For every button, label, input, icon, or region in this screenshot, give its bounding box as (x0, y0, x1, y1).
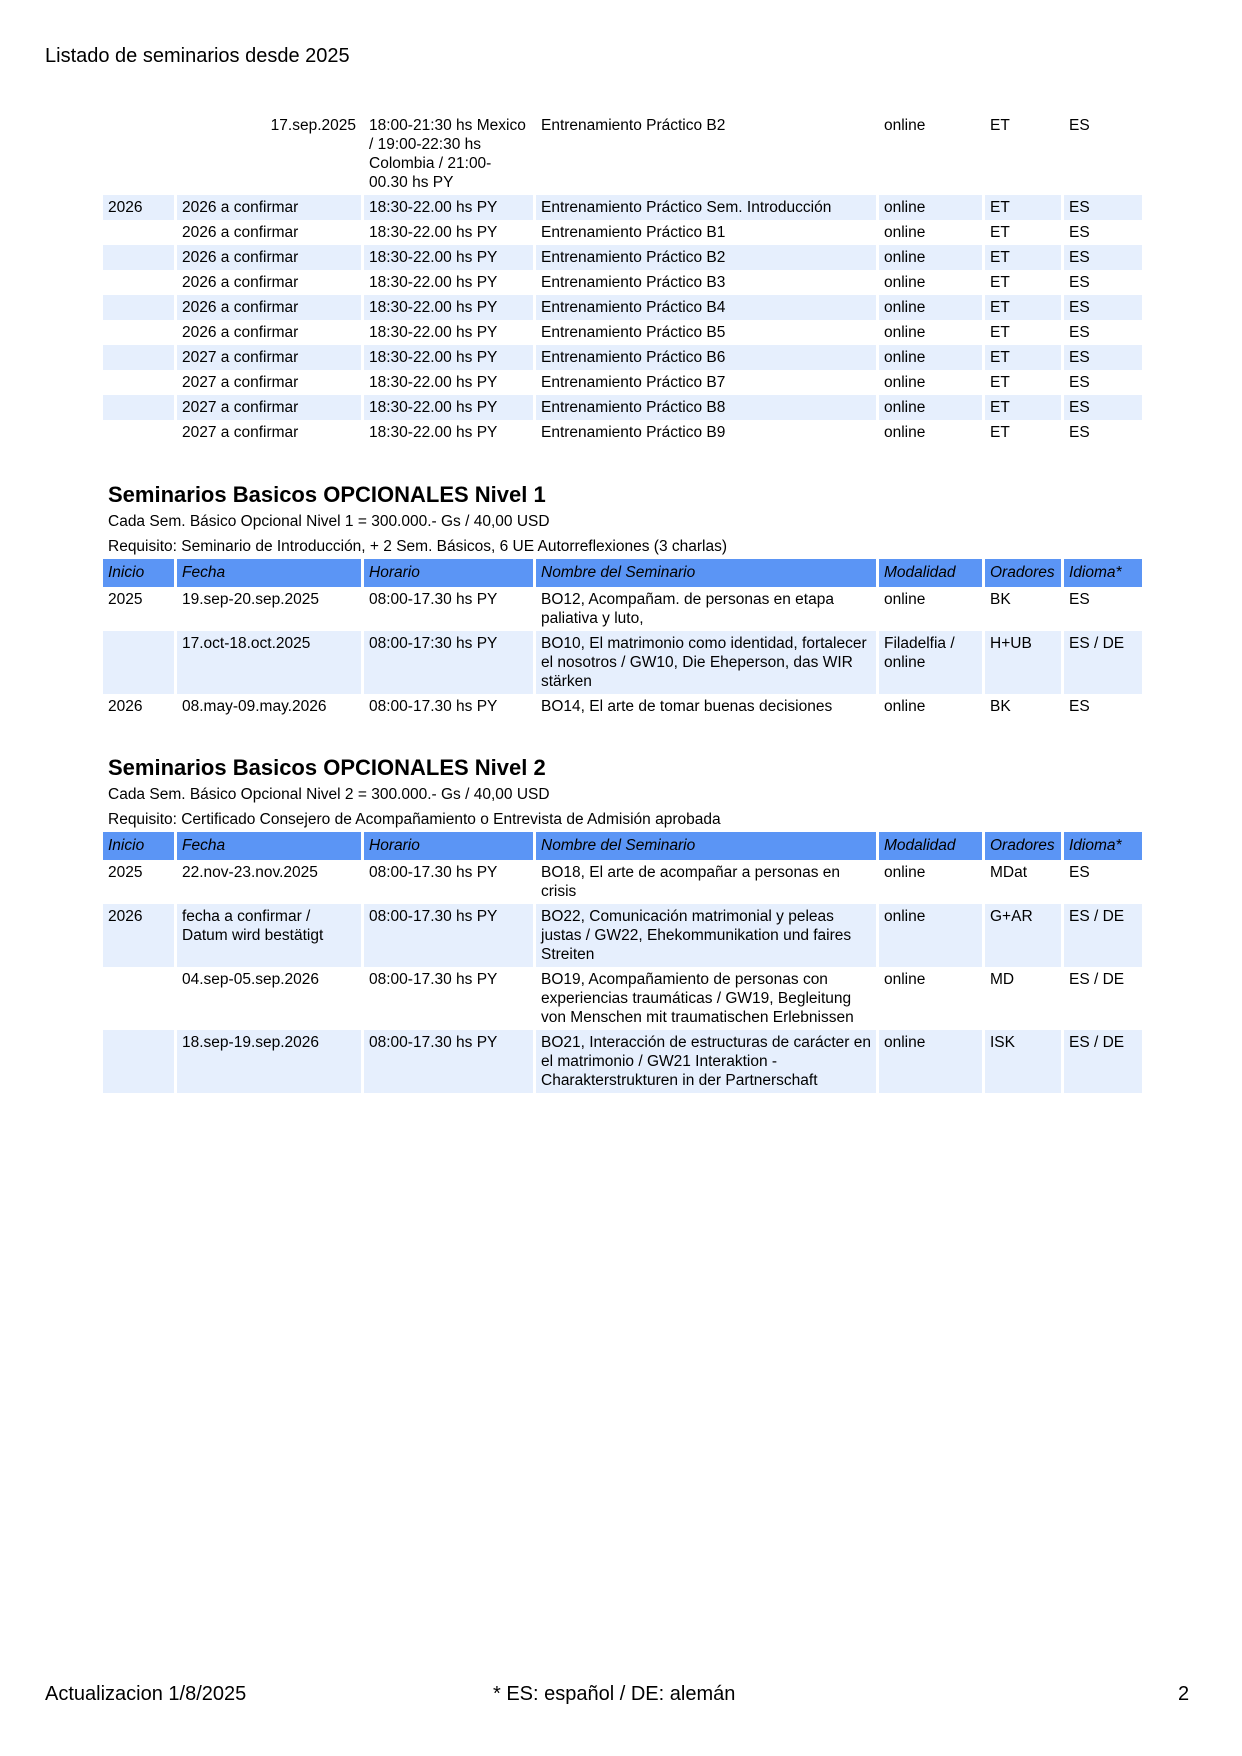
cell-fecha: 2026 a confirmar (177, 245, 361, 270)
cell-inicio (103, 345, 174, 370)
table-row (103, 220, 1142, 245)
cell-modalidad: online (879, 295, 982, 320)
cell-nombre: BO19, Acompañamiento de personas con experiencias traumáticas / GW19, Begleitung von Menschen mit traumatischen Erlebnissen (541, 971, 854, 1026)
cell-nombre: Entrenamiento Práctico B5 (541, 324, 726, 341)
cell-horario: 18:00-21:30 hs Mexico / 19:00-22:30 hs Colombia / 21:00-00.30 hs PY (369, 117, 526, 191)
column-header-horario: Horario (364, 832, 533, 860)
column-header-fecha: Fecha (177, 559, 361, 587)
section-title: Seminarios Basicos OPCIONALES Nivel 2 (108, 755, 546, 780)
cell-fecha: fecha a confirmar / Datum wird bestätigt (177, 904, 361, 967)
table-row (103, 113, 1142, 195)
cell-horario: 08:00-17.30 hs PY (369, 698, 498, 715)
cell-inicio (103, 270, 174, 295)
cell-modalidad: online (879, 904, 982, 967)
column-header-horario: Horario (364, 559, 533, 587)
cell-oradores: ET (985, 245, 1061, 270)
table-row (103, 904, 1142, 967)
cell-inicio (103, 420, 174, 445)
cell-fecha: 2027 a confirmar (177, 395, 361, 420)
cell-oradores: H+UB (985, 631, 1061, 694)
table-row (103, 420, 1142, 445)
cell-horario: 18:30-22.00 hs PY (364, 295, 533, 320)
cell-modalidad: online (884, 971, 926, 988)
cell-idioma: ES (1069, 274, 1090, 291)
cell-horario: 18:30-22.00 hs PY (364, 345, 533, 370)
cell-fecha: 2027 a confirmar (177, 345, 361, 370)
cell-idioma: ES (1069, 424, 1090, 441)
column-header-nombre: Nombre del Seminario (536, 559, 876, 587)
cell-horario: 18:30-22.00 hs PY (369, 374, 498, 391)
column-header-idioma: Idioma* (1064, 559, 1142, 587)
cell-idioma: ES (1069, 117, 1090, 134)
cell-inicio: 2026 (108, 698, 143, 715)
cell-oradores: ET (990, 324, 1010, 341)
table-row (103, 270, 1142, 295)
column-header-inicio: Inicio (103, 559, 174, 587)
cell-nombre: BO21, Interacción de estructuras de carácter en el matrimonio / GW21 Interaktion - Charakterstrukturen in der Partnerschaft (536, 1030, 876, 1093)
footer-page-number: 2 (1178, 1683, 1190, 1705)
cell-horario: 08:00-17.30 hs PY (364, 904, 533, 967)
cell-fecha: 08.may-09.may.2026 (182, 698, 327, 715)
cell-idioma: ES (1064, 295, 1142, 320)
cell-nombre: BO22, Comunicación matrimonial y peleas justas / GW22, Ehekommunikation und faires Streiten (536, 904, 876, 967)
cell-idioma: ES (1069, 224, 1090, 241)
cell-nombre: Entrenamiento Práctico B9 (541, 424, 726, 441)
cell-nombre: Entrenamiento Práctico Sem. Introducción (536, 195, 876, 220)
cell-fecha: 17.sep.2025 (270, 117, 356, 134)
cell-nombre: Entrenamiento Práctico B1 (541, 224, 726, 241)
table-row (103, 694, 1142, 719)
cell-idioma: ES / DE (1064, 904, 1142, 967)
cell-nombre: Entrenamiento Práctico B2 (541, 117, 726, 134)
cell-modalidad: online (879, 345, 982, 370)
table-row (103, 631, 1142, 694)
cell-fecha: 2026 a confirmar (177, 295, 361, 320)
table-row (103, 295, 1142, 320)
cell-horario: 18:30-22.00 hs PY (369, 324, 498, 341)
table-row (103, 587, 1142, 631)
cell-nombre: Entrenamiento Práctico B8 (536, 395, 876, 420)
cell-inicio (103, 113, 174, 195)
cell-idioma: ES (1064, 195, 1142, 220)
column-header-inicio: Inicio (103, 832, 174, 860)
table-row (103, 320, 1142, 345)
table-top-block (103, 113, 1136, 445)
cell-fecha: 22.nov-23.nov.2025 (182, 864, 318, 881)
cell-fecha: 2027 a confirmar (182, 424, 299, 441)
cell-horario: 18:30-22.00 hs PY (364, 245, 533, 270)
cell-oradores: ET (990, 374, 1010, 391)
cell-oradores: MDat (990, 864, 1028, 881)
cell-idioma: ES (1064, 345, 1142, 370)
cell-modalidad: online (884, 117, 926, 134)
cell-fecha: 2026 a confirmar (177, 195, 361, 220)
cell-nombre: BO10, El matrimonio como identidad, fortalecer el nosotros / GW10, Die Eheperson, das WIR stärken (536, 631, 876, 694)
cell-oradores: G+AR (985, 904, 1061, 967)
cell-modalidad: online (879, 1030, 982, 1093)
cell-inicio: 2026 (103, 904, 174, 967)
cell-oradores: MD (990, 971, 1015, 988)
cell-modalidad: online (884, 591, 926, 608)
cell-oradores: BK (990, 591, 1011, 608)
cell-nombre: Entrenamiento Práctico B6 (536, 345, 876, 370)
cell-horario: 18:30-22.00 hs PY (364, 195, 533, 220)
cell-oradores: ET (990, 274, 1010, 291)
cell-oradores: ET (990, 424, 1010, 441)
cell-nombre: Entrenamiento Práctico B3 (541, 274, 726, 291)
cell-modalidad: online (884, 424, 926, 441)
cell-inicio: 2026 (103, 195, 174, 220)
cell-inicio (103, 245, 174, 270)
cell-idioma: ES / DE (1069, 971, 1125, 988)
cell-fecha: 2026 a confirmar (182, 324, 299, 341)
table-row (103, 245, 1142, 270)
cell-oradores: ET (990, 117, 1010, 134)
cell-oradores: ET (990, 224, 1010, 241)
cell-fecha: 19.sep-20.sep.2025 (182, 591, 320, 608)
cell-modalidad: online (884, 374, 926, 391)
cell-horario: 08:00-17.30 hs PY (369, 864, 498, 881)
cell-idioma: ES / DE (1064, 631, 1142, 694)
cell-horario: 18:30-22.00 hs PY (369, 274, 498, 291)
cell-oradores: ISK (985, 1030, 1061, 1093)
cell-modalidad: online (879, 195, 982, 220)
cell-horario: 08:00-17.30 hs PY (369, 971, 498, 988)
column-header-modalidad: Modalidad (879, 832, 982, 860)
cell-oradores: ET (985, 345, 1061, 370)
cell-idioma: ES (1069, 324, 1090, 341)
footer-legend: * ES: español / DE: alemán (493, 1683, 736, 1705)
cell-idioma: ES (1069, 591, 1090, 608)
cell-fecha: 17.oct-18.oct.2025 (177, 631, 361, 694)
section-nivel-2 (103, 754, 1136, 1093)
column-header-modalidad: Modalidad (879, 559, 982, 587)
cell-modalidad: Filadelfia / online (879, 631, 982, 694)
cell-fecha: 2026 a confirmar (182, 224, 299, 241)
cell-horario: 08:00-17.30 hs PY (364, 1030, 533, 1093)
column-header-oradores: Oradores (985, 832, 1061, 860)
cell-fecha: 2027 a confirmar (182, 374, 299, 391)
cell-nombre: BO14, El arte de tomar buenas decisiones (541, 698, 833, 715)
column-header-nombre: Nombre del Seminario (536, 832, 876, 860)
cell-inicio (103, 967, 174, 1030)
cell-oradores: BK (990, 698, 1011, 715)
cell-horario: 18:30-22.00 hs PY (369, 424, 498, 441)
cell-inicio: 2025 (108, 864, 143, 881)
cell-horario: 18:30-22.00 hs PY (364, 395, 533, 420)
cell-oradores: ET (985, 195, 1061, 220)
cell-inicio: 2025 (108, 591, 143, 608)
price-note: Cada Sem. Básico Opcional Nivel 2 = 300.000.- Gs / 40,00 USD (108, 786, 550, 803)
column-header-oradores: Oradores (985, 559, 1061, 587)
cell-horario: 08:00-17:30 hs PY (364, 631, 533, 694)
cell-modalidad: online (884, 698, 926, 715)
cell-inicio (103, 631, 174, 694)
cell-horario: 18:30-22.00 hs PY (369, 224, 498, 241)
cell-inicio (103, 370, 174, 395)
table-row (103, 395, 1142, 420)
column-header-fecha: Fecha (177, 832, 361, 860)
cell-inicio (103, 320, 174, 345)
cell-modalidad: online (884, 864, 926, 881)
requirement-note: Requisito: Seminario de Introducción, + 2 Sem. Básicos, 6 UE Autorreflexiones (3 charlas) (108, 538, 728, 555)
cell-nombre: Entrenamiento Práctico B7 (541, 374, 726, 391)
table-row (103, 370, 1142, 395)
cell-idioma: ES (1069, 864, 1090, 881)
cell-inicio (103, 1030, 174, 1093)
requirement-note: Requisito: Certificado Consejero de Acompañamiento o Entrevista de Admisión aprobada (108, 811, 721, 828)
cell-fecha: 04.sep-05.sep.2026 (182, 971, 320, 988)
cell-modalidad: online (884, 324, 926, 341)
price-note: Cada Sem. Básico Opcional Nivel 1 = 300.000.- Gs / 40,00 USD (108, 513, 550, 530)
table-top (100, 113, 1145, 445)
table-row (103, 967, 1142, 1030)
cell-nombre: BO12, Acompañam. de personas en etapa paliativa y luto, (541, 591, 834, 627)
cell-idioma: ES (1069, 698, 1090, 715)
cell-idioma: ES / DE (1064, 1030, 1142, 1093)
cell-inicio (103, 395, 174, 420)
cell-nombre: Entrenamiento Práctico B4 (536, 295, 876, 320)
cell-idioma: ES (1064, 395, 1142, 420)
cell-fecha: 18.sep-19.sep.2026 (177, 1030, 361, 1093)
cell-inicio (103, 295, 174, 320)
table-nivel-1 (100, 559, 1145, 719)
cell-fecha: 2026 a confirmar (182, 274, 299, 291)
table-row (103, 195, 1142, 220)
cell-idioma: ES (1064, 245, 1142, 270)
cell-horario: 08:00-17.30 hs PY (369, 591, 498, 608)
cell-oradores: ET (985, 395, 1061, 420)
table-row (103, 1030, 1142, 1093)
section-nivel-1 (103, 481, 1136, 719)
cell-idioma: ES (1069, 374, 1090, 391)
cell-oradores: ET (985, 295, 1061, 320)
cell-modalidad: online (884, 274, 926, 291)
cell-inicio (103, 220, 174, 245)
cell-modalidad: online (879, 395, 982, 420)
page-title: Listado de seminarios desde 2025 (45, 45, 350, 67)
cell-modalidad: online (879, 245, 982, 270)
section-title: Seminarios Basicos OPCIONALES Nivel 1 (108, 482, 546, 507)
table-nivel-2 (100, 832, 1145, 1093)
cell-nombre: BO18, El arte de acompañar a personas en crisis (541, 864, 840, 900)
footer-updated: Actualizacion 1/8/2025 (45, 1683, 247, 1705)
column-header-idioma: Idioma* (1064, 832, 1142, 860)
table-row (103, 345, 1142, 370)
cell-modalidad: online (884, 224, 926, 241)
table-row (103, 860, 1142, 904)
cell-nombre: Entrenamiento Práctico B2 (536, 245, 876, 270)
